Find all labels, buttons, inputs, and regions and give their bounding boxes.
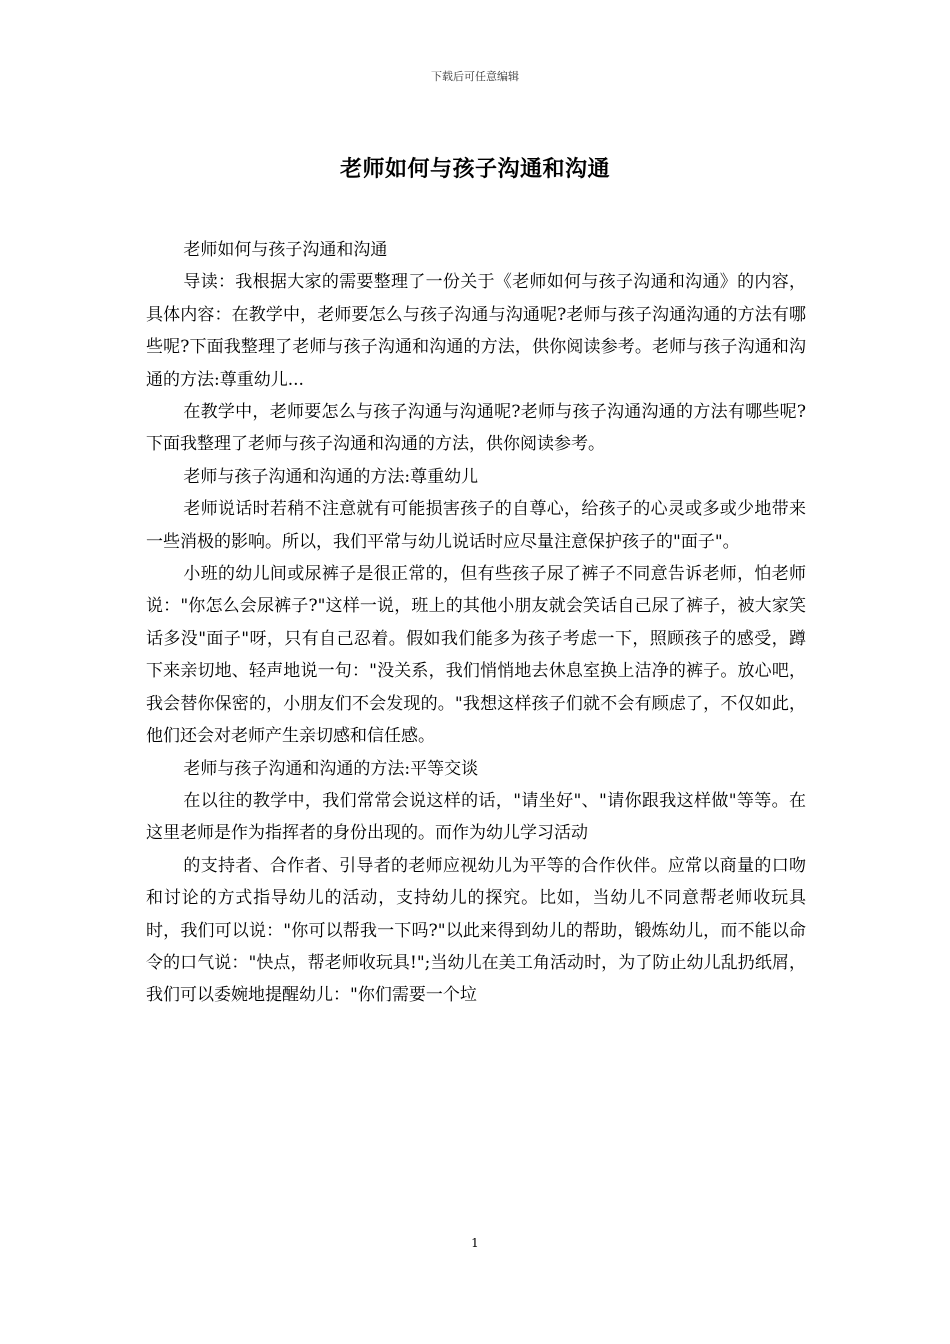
paragraph: 在教学中，老师要怎么与孩子沟通与沟通呢?老师与孩子沟通沟通的方法有哪些呢?下面我整理了老师与孩子沟通和沟通的方法，供你阅读参考。 (146, 402, 806, 455)
document-title: 老师如何与孩子沟通和沟通 (339, 156, 610, 182)
paragraph: 的支持者、合作者、引导者的老师应视幼儿为平等的合作伙伴。应常以商量的口吻和讨论的方式指导幼儿的活动，支持幼儿的探究。比如，当幼儿不同意帮老师收玩具时，我们可以说："你可以帮我一下吗?"以此来得到幼儿的帮助，锻炼幼儿，而不能以命令的口气说："快点，帮老师收玩具!";当幼儿在美工角活动时，为了防止幼儿乱扔纸屑，我们可以委婉地提醒幼儿："你们需要一个垃 (146, 855, 806, 1006)
header-note: 下载后可任意编辑 (431, 70, 519, 83)
paragraph: 小班的幼儿间或尿裤子是很正常的，但有些孩子尿了裤子不同意告诉老师，怕老师说："你怎么会尿裤子?"这样一说，班上的其他小朋友就会笑话自己尿了裤子，被大家笑话多没"面子"呀，只有自己忍着。假如我们能多为孩子考虑一下，照顾孩子的感受，蹲下来亲切地、轻声地说一句："没关系，我们悄悄地去休息室换上洁净的裤子。放心吧，我会替你保密的，小朋友们不会发现的。"我想这样孩子们就不会有顾虑了，不仅如此，他们还会对老师产生亲切感和信任感。 (146, 564, 806, 747)
document-body (146, 234, 806, 1012)
paragraph: 老师说话时若稍不注意就有可能损害孩子的自尊心，给孩子的心灵或多或少地带来一些消极的影响。所以，我们平常与幼儿说话时应尽量注意保护孩子的"面子"。 (146, 499, 806, 552)
paragraph-subtitle: 老师如何与孩子沟通和沟通 (183, 240, 388, 260)
section-heading-equal-talk: 老师与孩子沟通和沟通的方法:平等交谈 (183, 758, 479, 779)
page-number: 1 (471, 1236, 479, 1250)
paragraph: 在以往的教学中，我们常常会说这样的话，"请坐好"、"请你跟我这样做"等等。在这里老师是作为指挥者的身份出现的。而作为幼儿学习活动 (146, 790, 806, 844)
section-heading-respect: 老师与孩子沟通和沟通的方法:尊重幼儿 (183, 466, 479, 487)
paragraph-intro: 导读：我根据大家的需要整理了一份关于《老师如何与孩子沟通和沟通》的内容，具体内容：在教学中，老师要怎么与孩子沟通与沟通呢?老师与孩子沟通沟通的方法有哪些呢?下面我整理了老师与孩子沟通和沟通的方法，供你阅读参考。老师与孩子沟通和沟通的方法:尊重幼儿... (146, 272, 806, 390)
